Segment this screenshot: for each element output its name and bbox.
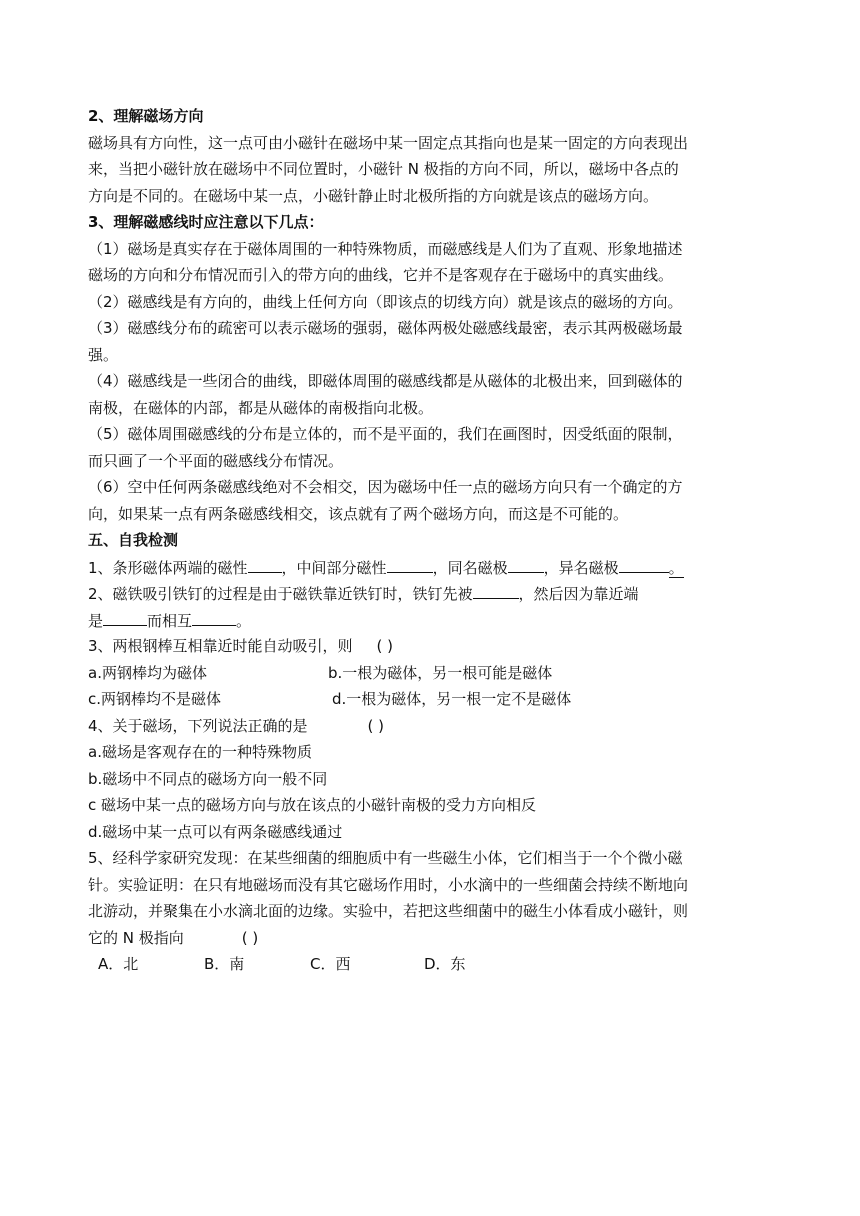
section-3-title: 3、理解磁感线时应注意以下几点：	[88, 213, 324, 231]
self-check-title: 五、自我检测	[88, 531, 179, 549]
question-text: ，同名磁极	[432, 558, 508, 577]
option-b[interactable]: b.磁场中不同点的磁场方向一般不同	[88, 769, 328, 788]
question-text: 3、两根钢棒互相靠近时能自动吸引，则	[88, 637, 353, 655]
answer-blank[interactable]	[103, 607, 147, 626]
option-C[interactable]: C．西	[310, 955, 351, 973]
question-5-line: 针。实验证明：在只有地磁场而没有其它磁场作用时，小水滴中的一些细菌会持续不断地向	[88, 875, 689, 894]
question-5-line: 5、经科学家研究发现：在某些细菌的细胞质中有一些磁生小体，它们相当于一个个微小磁	[88, 849, 683, 867]
option-d[interactable]: d.一根为磁体，另一根一定不是磁体	[332, 690, 572, 708]
point-1-line: （1）磁场是真实存在于磁体周围的一种特殊物质，而磁感线是人们为了直观、形象地描述	[88, 239, 683, 258]
answer-blank[interactable]	[192, 607, 236, 626]
point-1-line: 磁场的方向和分布情况而引入的带方向的曲线，它并不是客观存在于磁场中的真实曲线。	[88, 266, 674, 284]
question-5-line	[88, 925, 780, 952]
question-5-options-row	[88, 951, 780, 978]
point-5-line: 而只画了一个平面的磁感线分布情况。	[88, 451, 344, 470]
question-text: ，异名磁极	[543, 558, 619, 577]
question-2-cont	[88, 607, 780, 634]
question-text: 。	[668, 558, 684, 577]
answer-blank[interactable]	[619, 554, 669, 573]
point-4-line: （4）磁感线是一些闭合的曲线，即磁体周围的磁感线都是从磁体的北极出来，回到磁体的	[88, 372, 683, 390]
option-A[interactable]: A．北	[98, 955, 139, 973]
question-text: ，然后因为靠近端	[518, 585, 639, 603]
question-text: 。	[236, 611, 252, 630]
question-3-options-row	[88, 660, 780, 687]
question-1	[88, 554, 780, 581]
paragraph-line: 磁场具有方向性，这一点可由小磁针在磁场中某一固定点其指向也是某一固定的方向表现出	[88, 133, 689, 152]
point-6-line: （6）空中任何两条磁感线绝对不会相交，因为磁场中任一点的磁场方向只有一个确定的方	[88, 478, 683, 496]
question-text: ，中间部分磁性	[281, 558, 387, 577]
point-6-line: 向，如果某一点有两条磁感线相交，该点就有了两个磁场方向，而这是不可能的。	[88, 504, 629, 523]
question-3-options-row	[88, 686, 780, 713]
section-2-title: 2、理解磁场方向	[88, 107, 204, 125]
question-text: 它的 N 极指向	[88, 928, 184, 947]
paragraph-line: 方向是不同的。在磁场中某一点，小磁针静止时北极所指的方向就是该点的磁场方向。	[88, 186, 659, 205]
question-text: 1、条形磁体两端的磁性	[88, 558, 248, 577]
point-3-line: （3）磁感线分布的疏密可以表示磁场的强弱，磁体两极处磁感线最密，表示其两极磁场最	[88, 319, 683, 337]
question-text: 4、关于磁场，下列说法正确的是	[88, 716, 308, 735]
point-3-line: 强。	[88, 345, 119, 364]
answer-blank[interactable]	[387, 554, 433, 573]
option-b[interactable]: b.一根为磁体，另一根可能是磁体	[328, 663, 553, 682]
answer-blank[interactable]	[508, 554, 544, 573]
point-2-line: （2）磁感线是有方向的，曲线上任何方向（即该点的切线方向）就是该点的磁场的方向。	[88, 292, 683, 311]
question-text: 而相互	[147, 611, 193, 630]
point-5-line: （5）磁体周围磁感线的分布是立体的，而不是平面的，我们在画图时，因受纸面的限制，	[88, 425, 683, 443]
answer-blank[interactable]	[248, 554, 282, 573]
question-text: 2、磁铁吸引铁钉的过程是由于磁铁靠近铁钉时，铁钉先被	[88, 585, 473, 603]
paragraph-line: 来，当把小磁针放在磁场中不同位置时，小磁针 N 极指的方向不同，所以，磁场中各点的	[88, 160, 679, 178]
question-4	[88, 713, 780, 740]
option-c[interactable]: c.两钢棒均不是磁体	[88, 690, 222, 708]
option-c[interactable]: c 磁场中某一点的磁场方向与放在该点的小磁针南极的受力方向相反	[88, 796, 537, 814]
option-a[interactable]: a.磁场是客观存在的一种特殊物质	[88, 743, 312, 761]
question-5-line: 北游动，并聚集在小水滴北面的边缘。实验中，若把这些细菌中的磁生小体看成小磁针，则	[88, 902, 689, 920]
answer-parentheses[interactable]: ( )	[367, 716, 385, 735]
answer-parentheses[interactable]: ( )	[241, 928, 259, 947]
point-4-line: 南极，在磁体的内部，都是从磁体的南极指向北极。	[88, 398, 434, 417]
option-B[interactable]: B．南	[204, 955, 245, 973]
document-page	[88, 103, 780, 978]
question-text: 是	[88, 611, 104, 630]
option-d[interactable]: d.磁场中某一点可以有两条磁感线通过	[88, 822, 343, 841]
option-a[interactable]: a.两钢棒均为磁体	[88, 663, 207, 682]
answer-blank[interactable]	[473, 580, 519, 599]
question-2	[88, 580, 780, 607]
question-3	[88, 633, 780, 660]
option-D[interactable]: D．东	[424, 955, 466, 973]
answer-parentheses[interactable]: ( )	[376, 637, 394, 655]
